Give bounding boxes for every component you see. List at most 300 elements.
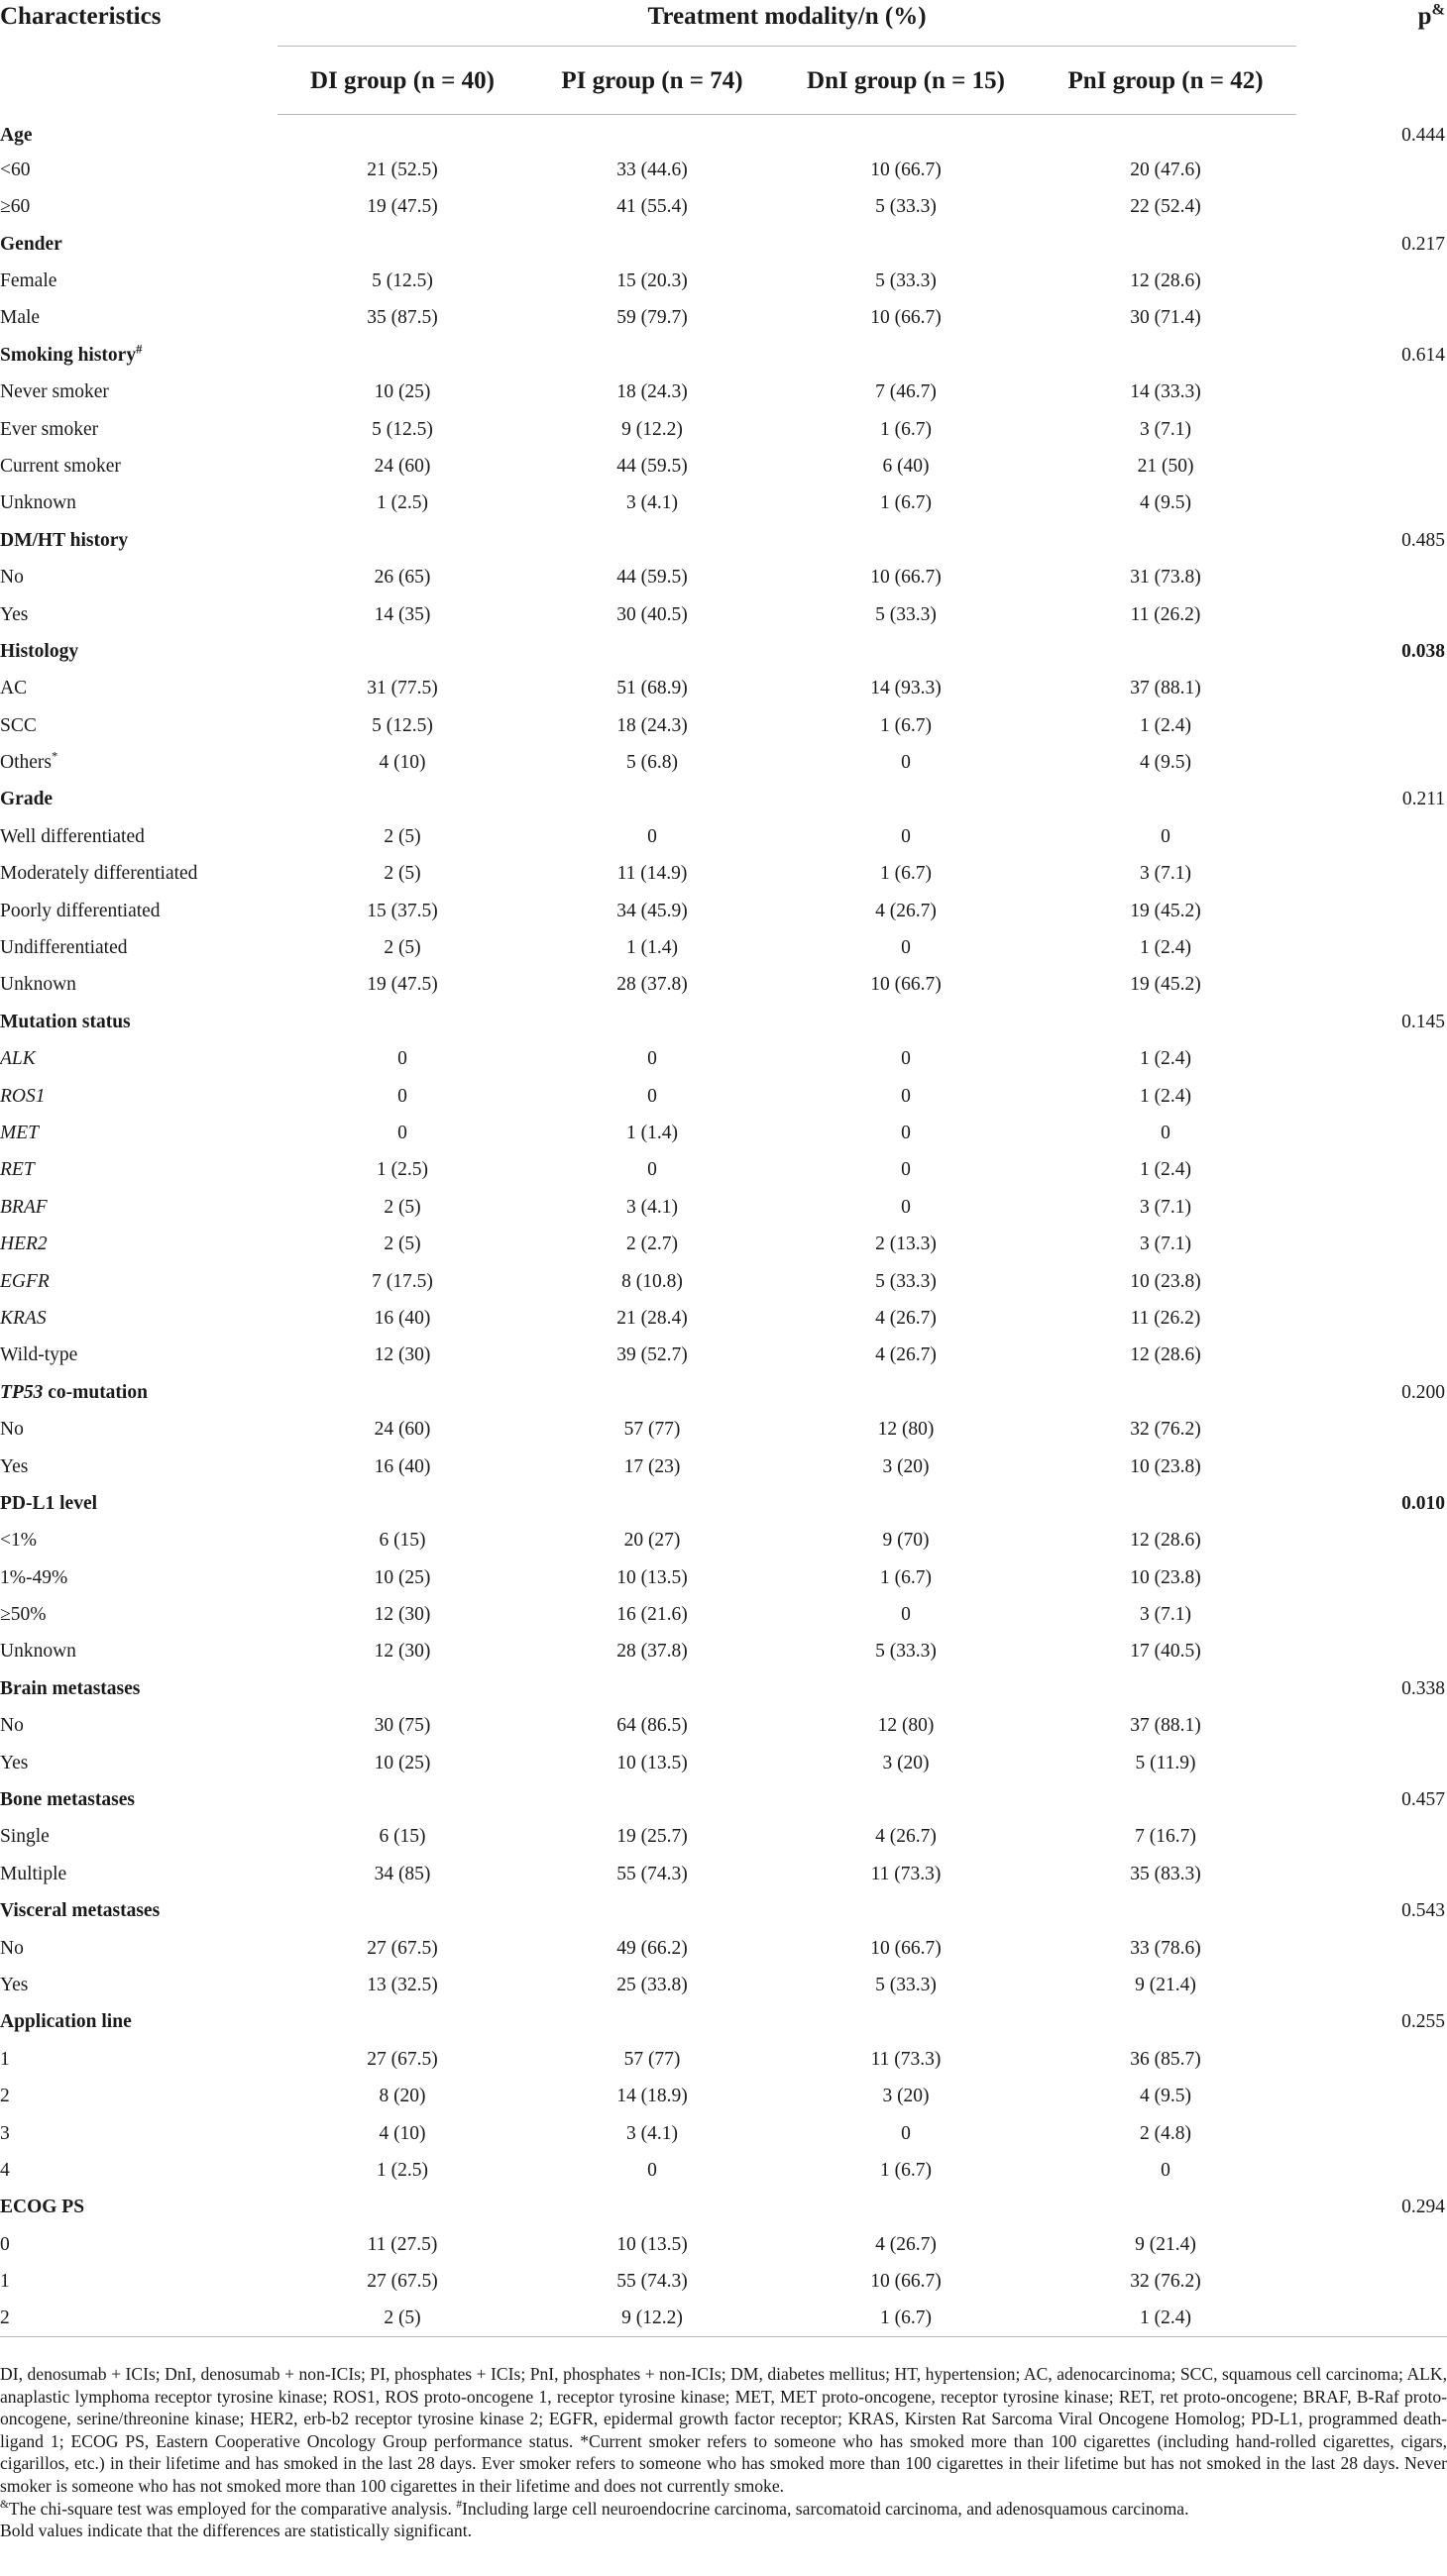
table-row: [0, 2115, 1447, 2152]
table-row: [0, 1115, 1447, 1151]
cell-value: 12 (28.6): [1130, 1530, 1201, 1552]
p-value: 0.294: [1401, 2197, 1446, 2218]
cell-value: [777, 1004, 1035, 1040]
others-note: Including large cell neuroendocrine carcinoma, sarcomatoid carcinoma, and adenosquamous carcinoma.: [462, 2498, 1189, 2519]
p-value: [1296, 484, 1447, 521]
p-value: [1296, 1151, 1447, 1188]
section-label: [0, 226, 278, 263]
cell-value: 3 (20): [882, 2086, 930, 2107]
section-row: [0, 782, 1447, 818]
label-text: ROS1: [0, 1085, 46, 1107]
label-text: Bone metastases: [0, 1789, 135, 1811]
label-text: DM/HT history: [0, 529, 129, 551]
row-label: [0, 299, 278, 336]
label-text: Well differentiated: [0, 825, 145, 847]
cell-value: [1035, 633, 1296, 670]
cell-value: 7 (16.7): [1135, 1826, 1196, 1848]
cell-value: 34 (85): [374, 1863, 431, 1884]
label-text: AC: [0, 678, 28, 699]
cell-value: 0: [397, 1122, 407, 1143]
p-value: [1296, 1115, 1447, 1151]
section-row: [0, 1004, 1447, 1040]
cell-value: 5 (6.8): [626, 752, 678, 774]
cell-value: 0: [901, 2122, 911, 2144]
cell-value: 10 (23.8): [1130, 1455, 1201, 1477]
row-label: [0, 818, 278, 855]
p-value: [1296, 1040, 1447, 1077]
section-row: [0, 633, 1447, 670]
label-text: Smoking history: [0, 344, 137, 366]
p-value: [1296, 1411, 1447, 1448]
label-text: Current smoker: [0, 455, 121, 477]
label-text: Never smoker: [0, 381, 109, 403]
cell-value: 30 (75): [374, 1715, 431, 1737]
cell-value: 14 (33.3): [1130, 381, 1201, 403]
test-note: The chi-square test was employed for the comparative analysis.: [8, 2498, 457, 2519]
cell-value: 6 (40): [882, 455, 930, 477]
cell-value: 1 (2.4): [1140, 714, 1192, 736]
label-text: No: [0, 567, 24, 589]
cell-value: 1 (2.5): [377, 2159, 428, 2181]
p-value: 0.338: [1401, 1677, 1446, 1699]
cell-value: 3 (4.1): [626, 492, 678, 514]
cell-value: 15 (37.5): [367, 900, 438, 921]
label-text: Others: [0, 752, 52, 774]
section-label: [0, 633, 278, 670]
cell-value: 37 (88.1): [1130, 1715, 1201, 1737]
cell-value: 4 (26.7): [875, 2233, 937, 2255]
cell-value: 1 (6.7): [880, 1566, 932, 1588]
cell-value: 6 (15): [379, 1826, 426, 1848]
table-row: [0, 1596, 1447, 1633]
row-label: [0, 1856, 278, 1892]
label-text: MET: [0, 1122, 39, 1143]
cell-value: [278, 633, 527, 670]
cell-value: 39 (52.7): [616, 1344, 688, 1366]
table-row: [0, 2078, 1447, 2114]
label-text: Ever smoker: [0, 418, 99, 440]
cell-value: 20 (27): [623, 1530, 681, 1552]
cell-value: 10 (66.7): [870, 1937, 942, 1959]
cell-value: [278, 1781, 527, 1818]
section-row: [0, 2189, 1447, 2225]
p-value: 0.485: [1401, 529, 1446, 551]
cell-value: 11 (73.3): [870, 2048, 942, 2070]
cell-value: 9 (21.4): [1135, 2233, 1196, 2255]
cell-value: 49 (66.2): [616, 1937, 688, 1959]
row-label: [0, 1226, 278, 1262]
cell-value: 30 (71.4): [1130, 307, 1201, 329]
p-value: 0.200: [1401, 1381, 1446, 1403]
cell-value: 13 (32.5): [367, 1974, 438, 1995]
label-text: Multiple: [0, 1863, 67, 1884]
cell-value: 5 (33.3): [875, 1270, 937, 1292]
row-label: [0, 707, 278, 744]
label-text: HER2: [0, 1234, 48, 1255]
row-label: [0, 263, 278, 299]
cell-value: 0: [397, 1085, 407, 1107]
cell-value: [1035, 2189, 1296, 2225]
group-header-dni: DnI group (n = 15): [777, 47, 1035, 115]
cell-value: 3 (7.1): [1140, 1196, 1192, 1218]
p-value: [1296, 2115, 1447, 2152]
cell-value: 8 (10.8): [621, 1270, 683, 1292]
cell-value: 0: [647, 825, 657, 847]
section-label: [0, 1485, 278, 1522]
table-row: [0, 670, 1447, 706]
row-label: [0, 744, 278, 781]
table-row: [0, 1522, 1447, 1558]
cell-value: 10 (66.7): [870, 2271, 942, 2293]
p-value: [1296, 2301, 1447, 2337]
row-label: [0, 559, 278, 595]
table-row: [0, 744, 1447, 781]
cell-value: 1 (6.7): [880, 418, 932, 440]
label-text: Single: [0, 1826, 50, 1848]
cell-value: 25 (33.8): [616, 1974, 688, 1995]
cell-value: 5 (33.3): [875, 1974, 937, 1995]
cell-value: [1035, 226, 1296, 263]
cell-value: [1035, 1781, 1296, 1818]
cell-value: 14 (35): [374, 603, 431, 625]
p-value: [1296, 1263, 1447, 1300]
cell-value: 3 (7.1): [1140, 1234, 1192, 1255]
cell-value: 12 (30): [374, 1641, 431, 1663]
cell-value: 28 (37.8): [616, 974, 688, 996]
section-row: [0, 1670, 1447, 1707]
p-value: 0.457: [1401, 1789, 1446, 1811]
table-row: [0, 2301, 1447, 2337]
cell-value: 9 (21.4): [1135, 1974, 1196, 1995]
cell-value: 27 (67.5): [367, 1937, 438, 1959]
label-superscript: #: [136, 342, 143, 357]
section-label: [0, 1892, 278, 1929]
cell-value: [278, 1004, 527, 1040]
cell-value: 1 (2.4): [1140, 1048, 1192, 1070]
cell-value: 35 (83.3): [1130, 1863, 1201, 1884]
table-body: [0, 115, 1447, 2337]
row-label: [0, 1818, 278, 1855]
cell-value: 8 (20): [379, 2086, 426, 2107]
cell-value: [777, 1781, 1035, 1818]
label-text: ALK: [0, 1048, 36, 1070]
cell-value: 0: [901, 1085, 911, 1107]
label-text: Moderately differentiated: [0, 863, 198, 885]
cell-value: 3 (7.1): [1140, 418, 1192, 440]
cell-value: 16 (21.6): [616, 1604, 688, 1626]
row-label: [0, 1930, 278, 1967]
section-row: [0, 522, 1447, 559]
row-label: [0, 1263, 278, 1300]
table-row: [0, 1263, 1447, 1300]
p-value: [1296, 855, 1447, 892]
row-label: [0, 188, 278, 225]
label-text: Gender: [0, 233, 62, 255]
p-value: 0.145: [1401, 1011, 1446, 1032]
abbreviations-note: DI, denosumab + ICIs; DnI, denosumab + non-ICIs; PI, phosphates + ICIs; PnI, phosphates + non-ICIs; DM, diabetes mellitus; HT, hypertension; AC, adenocarcinoma; SCC, squamous cell carcinoma; ALK, anaplastic lymphoma receptor tyrosine kinase; ROS1, ROS proto-oncogene 1, receptor tyrosine kinase; MET, MET proto-oncogene, receptor tyrosine kinase; RET, ret proto-oncogene; BRAF, B-Raf proto-oncogene, serine/threonine kinase; HER2, erb-b2 receptor tyrosine kinase 2; EGFR, epidermal growth factor receptor; KRAS, Kirsten Rat Sarcoma Viral Oncogene Homolog; PD-L1, programmed death-ligand 1; ECOG PS, Eastern Cooperative Oncology Group performance status. *Current smoker refers to someone who has smoked more than 100 cigarettes (including hand-rolled cigarettes, cigars, cigarillos, etc.) in their lifetime and has smoked in the last 28 days. Ever smoker refers to someone who has smoked more than 100 cigarettes in their lifetime but has not smoked in the last 28 days. Never smoker is someone who has not smoked more than 100 cigarettes in their lifetime and does not currently smoke.: [0, 2364, 1447, 2496]
cell-value: 10 (66.7): [870, 307, 942, 329]
row-label: [0, 1967, 278, 2003]
row-label: [0, 1707, 278, 1744]
cell-value: 57 (77): [623, 1419, 681, 1441]
label-superscript: *: [52, 749, 58, 764]
cell-value: 16 (40): [374, 1307, 431, 1329]
cell-value: 32 (76.2): [1130, 1419, 1201, 1441]
cell-value: 1 (2.5): [377, 492, 428, 514]
cell-value: 2 (4.8): [1140, 2122, 1192, 2144]
label-suffix: co-mutation: [43, 1381, 148, 1403]
bold-values-note: Bold values indicate that the differences are statistically significant.: [0, 2521, 473, 2541]
cell-value: 3 (7.1): [1140, 863, 1192, 885]
cell-value: 10 (66.7): [870, 159, 942, 180]
cell-value: 4 (9.5): [1140, 2086, 1192, 2107]
cell-value: 11 (73.3): [870, 1863, 942, 1884]
label-text: ≥60: [0, 196, 31, 218]
cell-value: 1 (6.7): [880, 863, 932, 885]
row-label: [0, 1189, 278, 1226]
table-row: [0, 2263, 1447, 2300]
p-value: [1296, 1745, 1447, 1781]
p-value-header: [1296, 0, 1447, 115]
section-label: [0, 1781, 278, 1818]
row-label: [0, 1115, 278, 1151]
cell-value: [527, 522, 777, 559]
label-text: Yes: [0, 1974, 29, 1995]
label-text: BRAF: [0, 1196, 48, 1218]
table-row: [0, 707, 1447, 744]
row-label: [0, 484, 278, 521]
cell-value: [777, 633, 1035, 670]
p-label: p: [1417, 3, 1432, 30]
cell-value: 2 (5): [278, 2301, 527, 2337]
cell-value: 0: [901, 1122, 911, 1143]
cell-value: 10 (66.7): [870, 974, 942, 996]
cell-value: 24 (60): [374, 455, 431, 477]
p-value: [1296, 744, 1447, 781]
p-value: [1296, 707, 1447, 744]
cell-value: 15 (20.3): [616, 270, 688, 291]
cell-value: 0: [647, 1048, 657, 1070]
section-row: [0, 115, 1447, 152]
row-label: [0, 2152, 278, 2189]
table-row: [0, 1930, 1447, 1967]
cell-value: [278, 115, 527, 152]
p-superscript: &: [1431, 0, 1446, 19]
row-label: [0, 2078, 278, 2114]
table-row: [0, 929, 1447, 966]
cell-value: [777, 226, 1035, 263]
label-text: PD-L1 level: [0, 1492, 98, 1514]
cell-value: 18 (24.3): [616, 381, 688, 403]
row-label: [0, 929, 278, 966]
cell-value: [777, 337, 1035, 374]
cell-value: 1 (6.7): [880, 714, 932, 736]
label-text: Unknown: [0, 1641, 76, 1663]
cell-value: 4 (10): [379, 752, 426, 774]
cell-value: [777, 115, 1035, 152]
table-row: [0, 1189, 1447, 1226]
cell-value: [527, 2189, 777, 2225]
row-label: [0, 1151, 278, 1188]
table-row: [0, 893, 1447, 929]
cell-value: [1035, 522, 1296, 559]
cell-value: 12 (30): [374, 1604, 431, 1626]
cell-value: 5 (11.9): [1135, 1752, 1196, 1773]
cell-value: 1 (1.4): [626, 937, 678, 959]
cell-value: 14 (18.9): [616, 2086, 688, 2107]
table-row: [0, 1411, 1447, 1448]
label-text: Grade: [0, 789, 54, 810]
label-text: <1%: [0, 1530, 37, 1552]
row-label: [0, 374, 278, 410]
p-value: [1296, 263, 1447, 299]
cell-value: 12 (80): [877, 1715, 935, 1737]
cell-value: 55 (74.3): [616, 2271, 688, 2293]
row-label: [0, 1634, 278, 1670]
section-label: [0, 1004, 278, 1040]
statistics-note: [0, 2498, 1447, 2521]
table-row: [0, 1151, 1447, 1188]
row-label: [0, 1040, 278, 1077]
cell-value: [527, 782, 777, 818]
cell-value: [1035, 1485, 1296, 1522]
cell-value: [1035, 1004, 1296, 1040]
p-value: [1296, 670, 1447, 706]
p-value: [1296, 1522, 1447, 1558]
cell-value: [527, 633, 777, 670]
p-value: [1296, 1189, 1447, 1226]
cell-value: 10 (23.8): [1130, 1566, 1201, 1588]
cell-value: 0: [647, 2159, 657, 2181]
cell-value: 31 (73.8): [1130, 567, 1201, 589]
cell-value: 4 (9.5): [1140, 492, 1192, 514]
p-value: [1296, 1967, 1447, 2003]
cell-value: [527, 1892, 777, 1929]
p-value: 0.010: [1401, 1492, 1446, 1514]
label-text: Poorly differentiated: [0, 900, 161, 921]
row-label: [0, 855, 278, 892]
cell-value: 44 (59.5): [616, 567, 688, 589]
cell-value: [527, 1374, 777, 1411]
label-text: Mutation status: [0, 1011, 131, 1032]
table-row: [0, 855, 1447, 892]
cell-value: [278, 1485, 527, 1522]
cell-value: 3 (20): [882, 1752, 930, 1773]
table-row: [0, 1707, 1447, 1744]
label-text: 1: [0, 2048, 10, 2070]
cell-value: 34 (45.9): [616, 900, 688, 921]
cell-value: 0: [1161, 1122, 1170, 1143]
treatment-modality-header: Treatment modality/n (%): [278, 0, 1296, 47]
section-label: [0, 115, 278, 152]
cell-value: 55 (74.3): [616, 1863, 688, 1884]
cell-value: 2 (5): [384, 863, 421, 885]
row-label: [0, 893, 278, 929]
table-row: [0, 1337, 1447, 1373]
p-value: [1296, 2152, 1447, 2189]
section-row: [0, 1892, 1447, 1929]
cell-value: [527, 226, 777, 263]
cell-value: [777, 2189, 1035, 2225]
label-text: Yes: [0, 603, 29, 625]
cell-value: 7 (46.7): [875, 381, 937, 403]
cell-value: 4 (26.7): [875, 900, 937, 921]
label-text: Age: [0, 125, 33, 147]
p-value: [1296, 1337, 1447, 1373]
cell-value: 5 (12.5): [372, 270, 433, 291]
cell-value: 5 (33.3): [875, 1641, 937, 1663]
cell-value: 11 (26.2): [1130, 603, 1201, 625]
table-row: [0, 1745, 1447, 1781]
row-label: [0, 1522, 278, 1558]
row-label: [0, 1300, 278, 1337]
label-text: EGFR: [0, 1270, 50, 1292]
table-row: [0, 559, 1447, 595]
cell-value: 28 (37.8): [616, 1641, 688, 1663]
cell-value: 26 (65): [374, 567, 431, 589]
row-label: [0, 596, 278, 633]
cell-value: 27 (67.5): [367, 2271, 438, 2293]
p-value: [1296, 1596, 1447, 1633]
cell-value: 33 (44.6): [616, 159, 688, 180]
p-value: [1296, 559, 1447, 595]
table-row: [0, 596, 1447, 633]
cell-value: 22 (52.4): [1130, 196, 1201, 218]
cell-value: 19 (25.7): [616, 1826, 688, 1848]
cell-value: 1 (2.4): [1140, 1159, 1192, 1181]
cell-value: 0: [901, 1159, 911, 1181]
cell-value: 11 (27.5): [367, 2233, 438, 2255]
row-label: [0, 1411, 278, 1448]
cell-value: 10 (25): [374, 1566, 431, 1588]
p-value: [1296, 411, 1447, 448]
section-row: [0, 226, 1447, 263]
label-text: Histology: [0, 640, 79, 662]
table-row: [0, 2152, 1447, 2189]
p-value: [1296, 596, 1447, 633]
table-row: [0, 966, 1447, 1003]
cell-value: [278, 1374, 527, 1411]
p-value: 0.038: [1401, 640, 1446, 662]
cell-value: 4 (26.7): [875, 1307, 937, 1329]
table-row: [0, 411, 1447, 448]
row-label: [0, 1596, 278, 1633]
cell-value: 0: [901, 1196, 911, 1218]
cell-value: 2 (5): [384, 1234, 421, 1255]
p-value: [1296, 966, 1447, 1003]
row-label: [0, 1337, 278, 1373]
cell-value: 10 (25): [374, 1752, 431, 1773]
row-label: [0, 2263, 278, 2300]
p-value: [1296, 448, 1447, 484]
label-text: No: [0, 1419, 24, 1441]
table-row: [0, 374, 1447, 410]
cell-value: [278, 782, 527, 818]
p-value: 0.543: [1401, 1900, 1446, 1922]
cell-value: [527, 1485, 777, 1522]
p-value: [1296, 2226, 1447, 2263]
label-text: SCC: [0, 714, 37, 736]
label-text: TP53: [0, 1381, 44, 1403]
row-label: [0, 2226, 278, 2263]
cell-value: 3 (4.1): [626, 1196, 678, 1218]
p-value: [1296, 818, 1447, 855]
cell-value: 59 (79.7): [616, 307, 688, 329]
cell-value: 31 (77.5): [367, 678, 438, 699]
p-value: [1296, 1078, 1447, 1115]
cell-value: 0: [901, 1604, 911, 1626]
p-value: [1296, 299, 1447, 336]
